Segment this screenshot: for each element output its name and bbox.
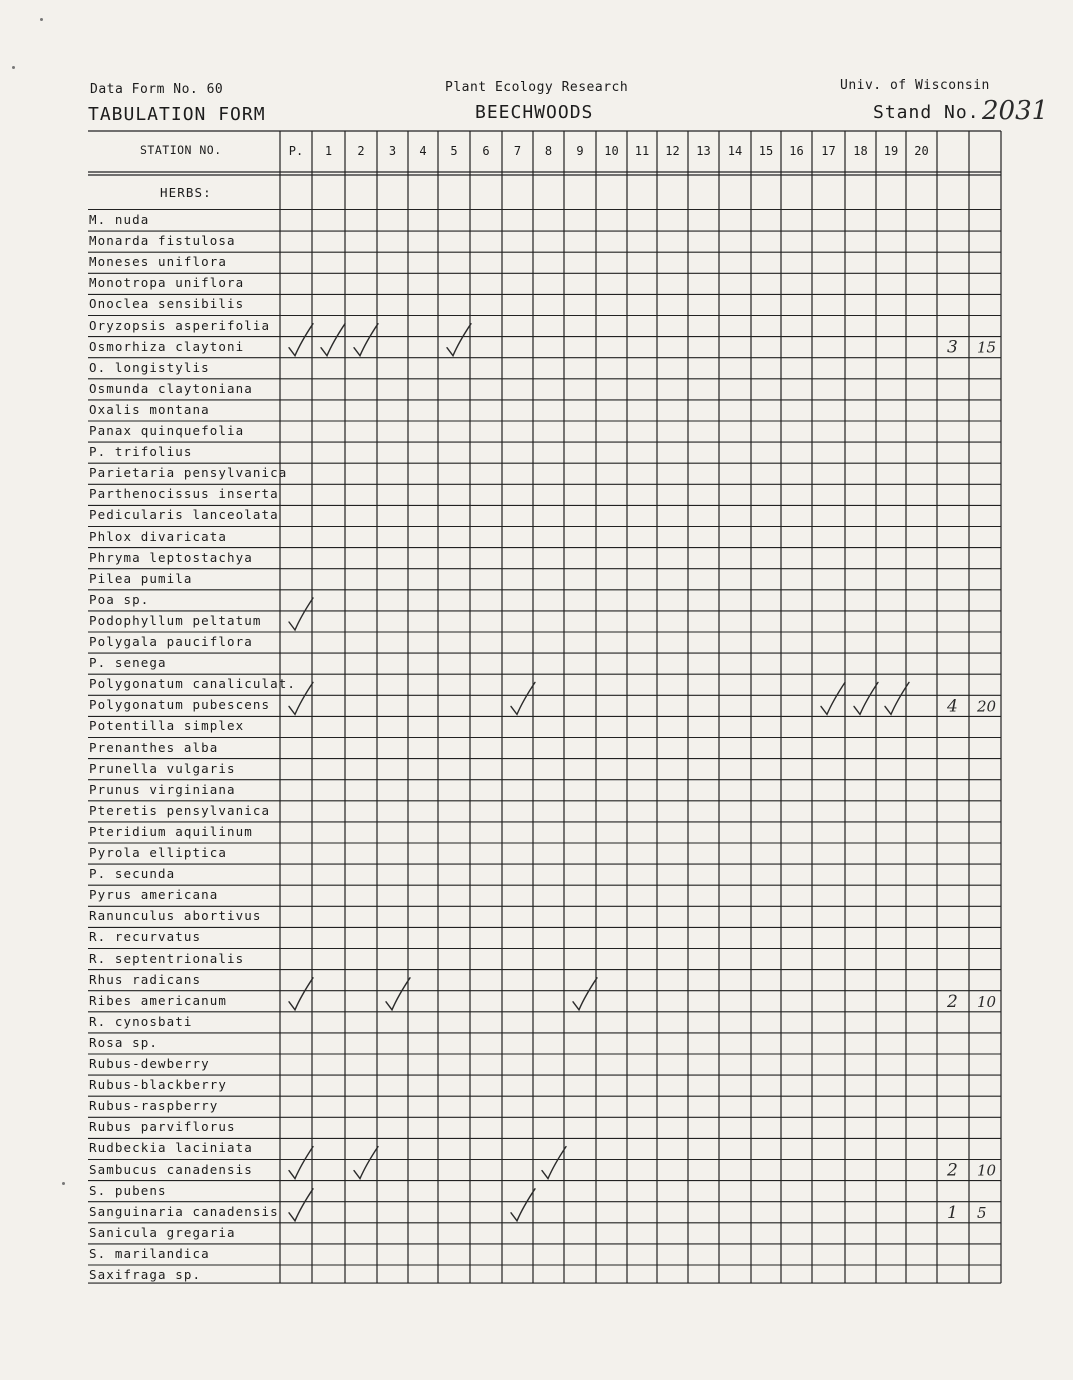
species-name: Osmunda claytoniana <box>89 380 253 396</box>
tally-count: 3 <box>947 337 958 358</box>
station-column-header: 18 <box>853 144 868 158</box>
check-mark <box>854 682 878 714</box>
data-form-number: Data Form No. 60 <box>90 82 224 97</box>
tally-count: 2 <box>947 1160 958 1181</box>
species-name: Moneses uniflora <box>89 254 228 270</box>
species-name: R. cynosbati <box>89 1013 193 1029</box>
tally-count: 1 <box>947 1202 958 1223</box>
tally-percent: 10 <box>977 1161 997 1180</box>
species-name: Onoclea sensibilis <box>89 296 245 312</box>
tally-count: 4 <box>947 696 958 717</box>
species-name: Parthenocissus inserta <box>89 486 279 502</box>
form-title: TABULATION FORM <box>88 104 266 125</box>
community-title: BEECHWOODS <box>475 102 594 123</box>
station-column-header: 4 <box>419 144 427 158</box>
species-name: Rhus radicans <box>89 971 202 987</box>
check-mark <box>289 598 313 630</box>
species-name: M. nuda <box>89 212 150 227</box>
check-mark <box>289 1147 313 1179</box>
species-name: Sanguinaria canadensis <box>89 1203 279 1219</box>
section-label-herbs: HERBS: <box>160 185 212 200</box>
species-name: S. pubens <box>89 1182 167 1198</box>
station-column-header: 19 <box>883 144 899 158</box>
species-name: R. septentrionalis <box>89 950 245 966</box>
species-name: Ranunculus abortivus <box>89 908 262 924</box>
species-name: Prunus virginiana <box>89 781 236 797</box>
species-name: R. recurvatus <box>89 929 202 945</box>
species-name: Oryzopsis asperifolia <box>89 317 271 333</box>
check-mark <box>289 1189 313 1221</box>
species-name: S. marilandica <box>89 1245 210 1261</box>
species-name: Rubus parviflorus <box>89 1119 236 1135</box>
stand-number-value: 2031 <box>982 96 1049 126</box>
tally-percent: 15 <box>977 338 997 357</box>
station-column-header: 16 <box>789 144 804 158</box>
species-name: Pyrola elliptica <box>89 845 228 860</box>
species-name: Pilea pumila <box>89 570 193 586</box>
check-mark <box>447 324 471 356</box>
species-name: Pyrus americana <box>89 887 219 903</box>
species-name: Sanicula gregaria <box>89 1224 236 1240</box>
station-column-header: P. <box>288 144 304 158</box>
check-mark <box>289 324 313 356</box>
species-name: Phlox divaricata <box>89 528 228 544</box>
species-name: Polygala pauciflora <box>89 634 253 649</box>
station-column-header: 3 <box>388 144 397 158</box>
species-name: P. secunda <box>89 866 176 882</box>
station-column-header: 20 <box>914 144 929 158</box>
station-column-header: 13 <box>696 144 711 158</box>
species-name: Saxifraga sp. <box>89 1267 202 1282</box>
station-column-header: 8 <box>544 144 553 158</box>
tally-percent: 20 <box>977 697 997 716</box>
check-mark <box>354 1147 378 1179</box>
station-column-header: 15 <box>758 144 774 158</box>
species-name: Sambucus canadensis <box>89 1161 253 1177</box>
species-name: Potentilla simplex <box>89 718 245 734</box>
check-mark <box>354 324 378 356</box>
check-mark <box>511 682 535 714</box>
check-mark <box>386 978 410 1010</box>
station-column-header: 12 <box>665 144 680 158</box>
species-name: Polygonatum canaliculat. <box>89 676 297 692</box>
check-mark <box>542 1147 566 1179</box>
station-column-header: 6 <box>482 144 490 158</box>
species-name: Parietaria pensylvanica <box>89 465 288 481</box>
check-mark <box>511 1189 535 1221</box>
species-name: Panax quinquefolia <box>89 423 245 438</box>
check-mark <box>289 978 313 1010</box>
species-name: Monarda fistulosa <box>89 233 236 249</box>
tally-percent: 5 <box>977 1203 987 1222</box>
species-name: Rubus-dewberry <box>89 1056 210 1071</box>
check-mark <box>573 978 597 1010</box>
species-name: Phryma leptostachya <box>89 549 253 565</box>
station-column-header: 14 <box>727 144 743 158</box>
station-column-header: 10 <box>604 144 619 158</box>
species-name: Poa sp. <box>89 591 150 607</box>
species-name: Polygonatum pubescens <box>89 697 271 713</box>
station-column-header: 2 <box>357 144 365 158</box>
species-name: Rubus-raspberry <box>89 1098 219 1114</box>
tally-count: 2 <box>947 991 958 1012</box>
species-name: Rudbeckia laciniata <box>89 1140 253 1156</box>
species-name: Ribes americanum <box>89 992 228 1008</box>
species-name: P. senega <box>89 655 167 671</box>
species-name: Prenanthes alba <box>89 739 219 755</box>
species-name: Monotropa uniflora <box>89 275 245 291</box>
station-number-label: STATION NO. <box>140 143 222 157</box>
check-mark <box>289 682 313 714</box>
species-name: Osmorhiza claytoni <box>89 338 245 354</box>
paper-speck <box>12 66 15 69</box>
species-name: Pedicularis lanceolata <box>89 507 279 523</box>
species-name: Rosa sp. <box>89 1034 159 1050</box>
species-name: Pteretis pensylvanica <box>89 802 271 818</box>
station-column-header: 17 <box>821 144 836 158</box>
species-name: Pteridium aquilinum <box>89 823 253 839</box>
species-name: Prunella vulgaris <box>89 760 236 776</box>
check-mark <box>821 682 845 714</box>
station-column-header: 1 <box>324 144 333 158</box>
station-column-header: 7 <box>513 144 522 158</box>
station-column-header: 11 <box>634 144 650 158</box>
station-column-header: 5 <box>450 144 458 158</box>
species-name: Podophyllum peltatum <box>89 612 262 628</box>
organization-name: Plant Ecology Research <box>445 80 629 95</box>
tally-percent: 10 <box>977 992 997 1011</box>
university-name: Univ. of Wisconsin <box>840 78 990 93</box>
species-name: Rubus-blackberry <box>89 1077 228 1093</box>
species-name: P. trifolius <box>89 444 193 460</box>
paper-speck <box>40 18 43 21</box>
check-mark <box>321 324 345 356</box>
stand-number-label: Stand No. <box>873 102 980 123</box>
station-column-header: 9 <box>576 144 584 158</box>
species-name: Oxalis montana <box>89 401 210 417</box>
species-name: O. longistylis <box>89 359 210 375</box>
paper-speck <box>62 1182 65 1185</box>
